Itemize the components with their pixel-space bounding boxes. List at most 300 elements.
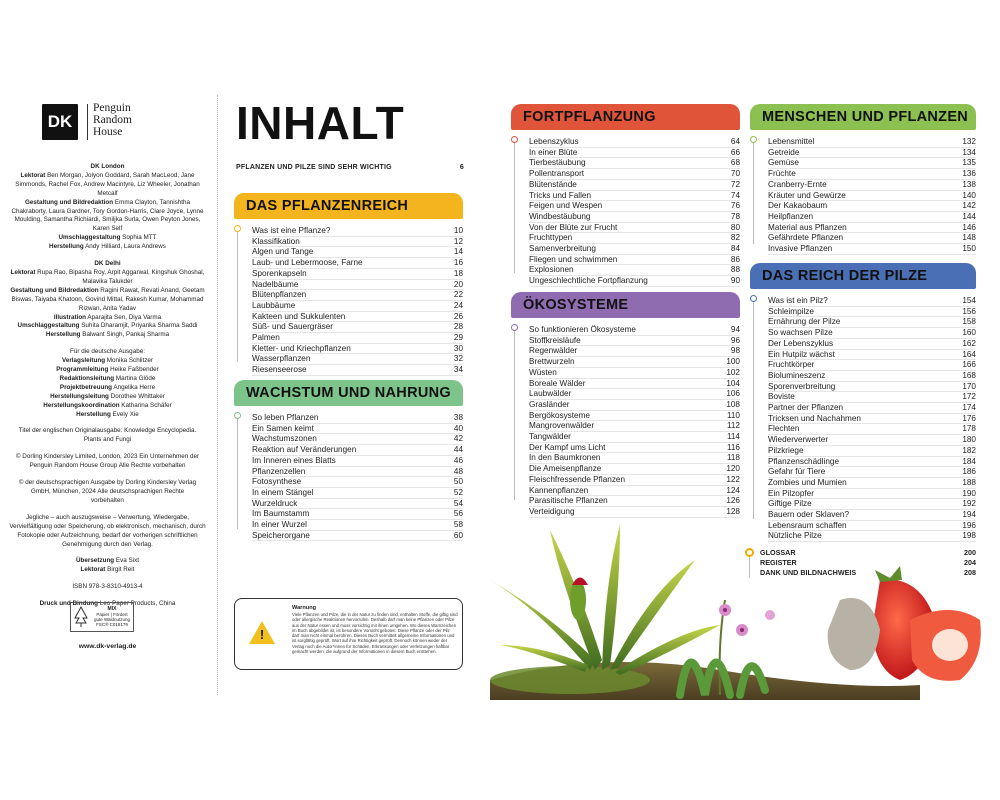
toc-entry-page: 104 [726, 378, 740, 388]
imprint-value: Martina Glöde [114, 374, 156, 382]
toc-entry[interactable] [768, 233, 976, 244]
toc-entry[interactable] [252, 354, 463, 365]
toc-entry-page: 90 [730, 276, 740, 286]
column-divider [217, 95, 218, 695]
toc-entry-label: Speicherorgane [252, 530, 310, 540]
toc-entry-page: 158 [962, 317, 976, 327]
toc-entry-label: Pflanzenzellen [252, 466, 306, 476]
section-list [252, 226, 463, 376]
toc-entry-label: Bergökosysteme [529, 410, 590, 420]
toc-entry[interactable] [768, 424, 976, 435]
toc-entry[interactable] [252, 424, 463, 435]
toc-entry[interactable] [768, 158, 976, 169]
toc-entry-page: 136 [962, 169, 976, 179]
toc-entry-label: Brettwurzeln [529, 357, 575, 367]
toc-entry[interactable] [529, 212, 740, 223]
toc-entry-page: 32 [453, 354, 463, 364]
toc-entry[interactable] [529, 233, 740, 244]
toc-entry-label: Cranberry-Ernte [768, 179, 827, 189]
section-dot [750, 295, 757, 302]
publisher-line: Random [93, 114, 132, 126]
toc-entry-page: 102 [726, 367, 740, 377]
toc-entry-page: 172 [962, 392, 976, 402]
warning-title: Warnung [292, 605, 317, 611]
toc-entry-label: Lebensraum schaffen [768, 520, 847, 530]
toc-entry[interactable] [252, 445, 463, 456]
imprint-delhi [0, 269, 215, 340]
toc-entry[interactable] [529, 346, 740, 357]
toc-entry-label: Ein Hutpilz wächst [768, 349, 835, 359]
toc-entry-label: Der Lebenszyklus [768, 338, 834, 348]
toc-entry-label: Material aus Pflanzen [768, 222, 847, 232]
toc-entry[interactable] [768, 328, 976, 339]
toc-entry-page: 148 [962, 233, 976, 243]
toc-entry-page: 42 [453, 434, 463, 444]
imprint-key: Lektorat [20, 171, 46, 179]
imprint-entry [0, 269, 215, 287]
toc-entry-label: Nützliche Pilze [768, 531, 822, 541]
toc-entry-page: 192 [962, 499, 976, 509]
toc-entry-page: 54 [453, 498, 463, 508]
section-list [529, 325, 740, 518]
toc-entry-page: 16 [453, 258, 463, 268]
toc-entry-label: Blütenstände [529, 179, 577, 189]
toc-entry-page: 178 [962, 424, 976, 434]
toc-entry[interactable] [252, 344, 463, 355]
section-header[interactable]: MENSCHEN UND PFLANZEN [750, 104, 976, 130]
toc-entry[interactable] [529, 443, 740, 454]
toc-entry-page: 38 [453, 413, 463, 422]
toc-entry-page: 110 [726, 410, 740, 420]
toc-entry-page: 48 [453, 466, 463, 476]
toc-entry-page: 106 [726, 389, 740, 399]
toc-entry[interactable] [252, 467, 463, 478]
toc-entry[interactable] [529, 137, 740, 148]
toc-entry[interactable] [529, 432, 740, 443]
toc-entry[interactable] [768, 446, 976, 457]
bromeliad-shape [490, 525, 720, 675]
toc-entry[interactable] [768, 467, 976, 478]
toc-entry[interactable] [529, 244, 740, 255]
toc-entry[interactable] [768, 478, 976, 489]
section-dot [511, 324, 518, 331]
toc-entry-label: Tierbestäubung [529, 158, 586, 168]
imprint-entry [0, 243, 215, 252]
section-header[interactable]: DAS PFLANZENREICH [234, 193, 463, 219]
toc-entry-label: Wurzeldruck [252, 498, 298, 508]
toc-entry-label: Parasitische Pflanzen [529, 496, 608, 506]
toc-entry[interactable] [252, 333, 463, 344]
toc-entry[interactable] [252, 520, 463, 531]
toc-entry[interactable] [529, 169, 740, 180]
toc-entry-page: 132 [962, 137, 976, 146]
toc-entry[interactable] [252, 301, 463, 312]
toc-entry-label: Süß- und Sauergräser [252, 322, 334, 332]
toc-entry[interactable] [252, 531, 463, 542]
toc-entry-label: Der Kakaobaum [768, 201, 828, 211]
imprint-value: Emma Clayton, Tannishtha Chakraborty, Laura Gardner, Tory Gordon-Harris, Clare Joyce, Lynne Moulding, Samantha Richiardi, Smiljka Surla, Owen Peyton Jones, Karen Self [11, 198, 204, 233]
toc-entry-label: In einer Wurzel [252, 520, 307, 530]
toc-entry[interactable] [529, 453, 740, 464]
toc-entry-page: 86 [730, 254, 740, 264]
toc-entry[interactable] [768, 212, 976, 223]
toc-entry-label: Schleimpilze [768, 306, 814, 316]
toc-entry-label: So funktionieren Ökosysteme [529, 325, 636, 334]
toc-entry-page: 166 [962, 360, 976, 370]
imprint-entry [0, 172, 215, 199]
toc-entry-label: Laub- und Lebermoose, Farne [252, 258, 363, 268]
imprint-entry [0, 384, 215, 393]
toc-entry[interactable] [768, 414, 976, 425]
imprint-rights: Jegliche – auch auszugsweise – Verwertung, Wiedergabe, Vervielfältigung oder Speicherung, ob elektronisch, mechanisch, durch Fotokopie oder Aufzeichnung, bedarf der vorherigen schriftlichen Genehmigung durch den Verlag. [9, 513, 206, 548]
toc-entry[interactable] [252, 312, 463, 323]
toc-entry[interactable] [768, 201, 976, 212]
toc-entry-label: REGISTER [760, 558, 797, 567]
toc-entry-page: 24 [453, 300, 463, 310]
toc-entry[interactable] [529, 191, 740, 202]
toc-entry-label: Regenwälder [529, 346, 578, 356]
imprint-key: Herstellung [45, 331, 81, 339]
section-list [768, 137, 976, 255]
section-dot [511, 136, 518, 143]
toc-entry[interactable] [529, 201, 740, 212]
toc-entry[interactable] [529, 389, 740, 400]
section-header[interactable]: ÖKOSYSTEME [511, 292, 740, 318]
toc-entry-page: 28 [453, 322, 463, 332]
imprint-key: Projektbetreuung [59, 383, 113, 391]
toc-entry-page: 64 [730, 137, 740, 146]
toc-entry[interactable] [768, 350, 976, 361]
imprint-london [0, 172, 215, 252]
toc-entry-page: 196 [962, 520, 976, 530]
toc-entry-page: 168 [962, 370, 976, 380]
toc-entry[interactable] [768, 403, 976, 414]
imprint-key: Übersetzung [76, 557, 115, 565]
toc-entry[interactable] [529, 158, 740, 169]
imprint-value: Monika Schlitzer [105, 357, 153, 365]
toc-entry-label: Ernährung der Pilze [768, 317, 841, 327]
toc-entry-label: Ein Pilzopfer [768, 488, 814, 498]
imprint-heading: DK London [90, 163, 125, 170]
imprint-value: Evely Xie [110, 410, 139, 418]
toc-entry[interactable] [529, 486, 740, 497]
imprint-german [0, 357, 215, 419]
section-header[interactable]: WACHSTUM UND NAHRUNG [234, 380, 463, 406]
toc-entry-page: 180 [962, 435, 976, 445]
toc-entry-label: Reaktion auf Veränderungen [252, 445, 357, 455]
imprint-value: Ben Morgan, Jolyon Goddard, Sarah MacLeod, Jane Simmonds, Rachel Fox, Andrew Macintyre, Liz Wheeler, Jonathan Metcalf [15, 171, 200, 197]
toc-entry[interactable] [529, 411, 740, 422]
toc-entry[interactable] [529, 421, 740, 432]
toc-entry-page: 70 [730, 169, 740, 179]
imprint-value: Andy Hilliard, Laura Andrews [83, 243, 166, 251]
toc-entry-label: Partner der Pflanzen [768, 403, 844, 413]
imprint-copyright-original: © Dorling Kindersley Limited, London, 2023 Ein Unternehmen der Penguin Random House Group Alle Rechte vorbehalten [15, 453, 200, 470]
toc-entry[interactable] [768, 392, 976, 403]
toc-entry-page: 58 [453, 520, 463, 530]
website-link[interactable]: www.dk-verlag.de [78, 643, 137, 650]
toc-entry-page: 74 [730, 190, 740, 200]
toc-entry-page: 124 [726, 485, 740, 495]
toc-entry[interactable] [252, 434, 463, 445]
imprint-entry [0, 411, 215, 420]
toc-entry-label: Kakteen und Sukkulenten [252, 311, 346, 321]
toc-entry-label: Fotosynthese [252, 477, 302, 487]
section-list [252, 413, 463, 541]
toc-entry-label: Laubbäume [252, 300, 296, 310]
toc-entry[interactable] [529, 325, 740, 336]
toc-entry-page: 29 [453, 333, 463, 343]
toc-entry-page: 118 [726, 453, 740, 463]
toc-entry-label: Wüsten [529, 367, 557, 377]
plants-illustration [480, 520, 985, 700]
section-dot [234, 225, 241, 232]
toc-entry-label: Palmen [252, 333, 280, 343]
fsc-line: gute Waldnutzung [93, 617, 131, 622]
toc-entry-page: 84 [730, 244, 740, 254]
toc-entry-label: Gefährdete Pflanzen [768, 233, 844, 243]
toc-entry-label: In den Baumkronen [529, 453, 601, 463]
imprint-copyright-german: © der deutschsprachigen Ausgabe by Dorling Kindersley Verlag GmbH, München, 2024 Alle deutschsprachigen Rechte vorbehalten [18, 479, 197, 504]
toc-entry-label: Riesenseerose [252, 365, 307, 375]
toc-entry[interactable] [529, 464, 740, 475]
imprint-entry [0, 314, 215, 323]
toc-entry-page: 198 [962, 531, 976, 541]
toc-entry[interactable] [252, 226, 463, 237]
toc-entry-label: Flechten [768, 424, 800, 434]
toc-entry[interactable] [768, 339, 976, 350]
imprint-key: Herstellung [49, 243, 84, 251]
section-line [753, 296, 754, 519]
toc-entry-page: 52 [453, 487, 463, 497]
toc-entry-page: 120 [726, 464, 740, 474]
toc-entry[interactable] [529, 368, 740, 379]
toc-entry[interactable] [252, 237, 463, 248]
section-header[interactable]: DAS REICH DER PILZE [750, 263, 976, 289]
toc-entry-label: Feigen und Wespen [529, 201, 603, 211]
strawberry-shape [828, 566, 981, 681]
section-header[interactable]: FORTPFLANZUNG [511, 104, 740, 130]
toc-entry[interactable] [529, 496, 740, 507]
toc-entry-page: 176 [962, 413, 976, 423]
imprint-entry [0, 375, 215, 384]
toc-entry-page: 14 [453, 247, 463, 257]
toc-entry[interactable] [529, 357, 740, 368]
imprint-key: Lektorat [80, 566, 106, 574]
toc-entry[interactable] [768, 489, 976, 500]
toc-entry-page: 50 [453, 477, 463, 487]
toc-entry[interactable] [252, 247, 463, 258]
toc-entry-page: 94 [730, 325, 740, 334]
toc-entry[interactable] [529, 400, 740, 411]
toc-entry-page: 100 [726, 357, 740, 367]
fsc-mix: MIX [107, 606, 117, 612]
logo-divider [87, 104, 88, 140]
toc-entry-label: Früchte [768, 169, 796, 179]
toc-entry[interactable] [529, 265, 740, 276]
toc-entry[interactable] [768, 137, 976, 148]
toc-entry-label: Im Baumstamm [252, 509, 310, 519]
toc-entry[interactable] [529, 379, 740, 390]
toc-entry[interactable] [252, 322, 463, 333]
toc-entry-label: Klassifikation [252, 236, 300, 246]
toc-entry-label: Pollentransport [529, 169, 585, 179]
fsc-label [70, 602, 134, 632]
toc-entry[interactable] [252, 488, 463, 499]
toc-entry[interactable] [252, 499, 463, 510]
imprint-key: Illustration [53, 313, 87, 321]
page-title: INHALT [236, 97, 405, 149]
toc-entry-label: Invasive Pflanzen [768, 244, 833, 254]
toc-entry-label: Bauern oder Sklaven? [768, 510, 850, 520]
toc-entry-page: 208 [964, 568, 976, 577]
imprint-credits [0, 163, 215, 609]
toc-entry-label: Ungeschlechtliche Fortpflanzung [529, 276, 648, 286]
toc-entry-page: 146 [962, 222, 976, 232]
toc-entry-label: Tangwälder [529, 432, 571, 442]
toc-entry-page: 26 [453, 311, 463, 321]
toc-entry-label: Explosionen [529, 265, 574, 275]
toc-entry-label: Kräuter und Gewürze [768, 190, 846, 200]
toc-entry-label: Heilpflanzen [768, 211, 814, 221]
toc-entry-page: 18 [453, 268, 463, 278]
toc-entry-label: Kannenpflanzen [529, 485, 589, 495]
imprint-key: Lektorat [10, 268, 36, 276]
toc-entry[interactable] [252, 290, 463, 301]
toc-entry[interactable] [768, 457, 976, 468]
section-line [753, 137, 754, 244]
toc-entry[interactable] [252, 456, 463, 467]
toc-entry[interactable] [768, 435, 976, 446]
imprint-key: Druck und Bindung [39, 600, 99, 608]
imprint-key: Gestaltung und Bildredaktion [10, 286, 99, 294]
toc-entry-label: Zombies und Mumien [768, 477, 847, 487]
publisher-line: House [93, 126, 123, 138]
toc-entry[interactable] [252, 477, 463, 488]
toc-entry[interactable] [768, 148, 976, 159]
toc-entry[interactable] [768, 169, 976, 180]
imprint-value: Birgit Reit [107, 566, 135, 574]
toc-entry-label: Die Ameisenpflanze [529, 464, 602, 474]
toc-entry[interactable] [768, 307, 976, 318]
toc-entry-label: Ein Samen keimt [252, 423, 314, 433]
toc-entry-page: 154 [962, 296, 976, 305]
toc-entry-page: 170 [962, 381, 976, 391]
toc-entry-page: 88 [730, 265, 740, 275]
toc-entry-page: 10 [453, 226, 463, 235]
toc-entry-label: Samenverbreitung [529, 244, 596, 254]
imprint-entry [0, 357, 215, 366]
toc-entry[interactable] [252, 365, 463, 376]
imprint-entry [0, 331, 215, 340]
imprint-value: Eva Sixt [115, 557, 139, 565]
toc-entry-page: 162 [962, 338, 976, 348]
toc-entry-label: Getreide [768, 147, 800, 157]
toc-entry-label: Algen und Tange [252, 247, 314, 257]
toc-entry[interactable] [529, 148, 740, 159]
toc-entry[interactable] [529, 255, 740, 266]
toc-entry-page: 68 [730, 158, 740, 168]
toc-entry[interactable] [529, 276, 740, 287]
imprint-value: Suhita Dharamjit, Priyanka Sharma Saddi [79, 322, 198, 330]
toc-entry-label: Lebenszyklus [529, 137, 579, 146]
toc-entry-page: 22 [453, 290, 463, 300]
toc-entry-label: Kletter- und Kriechpflanzen [252, 343, 351, 353]
toc-entry[interactable] [529, 180, 740, 191]
toc-entry-page: 200 [964, 548, 976, 557]
section-line [237, 226, 238, 362]
toc-entry-page: 156 [962, 306, 976, 316]
toc-entry[interactable] [768, 296, 976, 307]
toc-entry[interactable] [252, 280, 463, 291]
toc-entry-page: 160 [962, 328, 976, 338]
toc-entry[interactable] [252, 509, 463, 520]
toc-entry-label: Fruchttypen [529, 233, 573, 243]
section-line [514, 137, 515, 273]
toc-entry-page: 140 [962, 190, 976, 200]
toc-entry-label: So leben Pflanzen [252, 413, 319, 422]
toc-entry[interactable] [529, 475, 740, 486]
toc-entry[interactable] [768, 180, 976, 191]
toc-entry-page: 138 [962, 179, 976, 189]
imprint-heading: Für die deutsche Ausgabe: [70, 348, 145, 356]
toc-entry-page: 76 [730, 201, 740, 211]
toc-entry-label: So wachsen Pilze [768, 328, 833, 338]
toc-entry-label: Fleischfressende Pflanzen [529, 474, 626, 484]
toc-entry[interactable] [768, 191, 976, 202]
imprint-entry [0, 366, 215, 375]
toc-entry[interactable] [768, 382, 976, 393]
toc-entry-label: Fliegen und schwimmen [529, 254, 618, 264]
toc-entry[interactable] [768, 244, 976, 255]
imprint-key: Herstellung [76, 410, 111, 418]
toc-entry-label: Blütenpflanzen [252, 290, 307, 300]
toc-entry-page: 34 [453, 365, 463, 375]
toc-entry[interactable] [529, 507, 740, 518]
toc-entry-label: Tricksen und Nachahmen [768, 413, 861, 423]
toc-entry[interactable] [768, 499, 976, 510]
toc-entry[interactable] [768, 371, 976, 382]
toc-entry-label: Giftige Pilze [768, 499, 812, 509]
toc-entry[interactable] [529, 336, 740, 347]
toc-entry-label: Fruchtkörper [768, 360, 815, 370]
toc-entry[interactable] [529, 223, 740, 234]
toc-entry-label: Pflanzenschädlinge [768, 456, 840, 466]
toc-entry-page: 72 [730, 179, 740, 189]
toc-entry[interactable] [768, 360, 976, 371]
imprint-entry [0, 322, 215, 331]
toc-entry[interactable] [252, 413, 463, 424]
toc-entry[interactable] [252, 269, 463, 280]
imprint-heading: DK Delhi [94, 260, 121, 268]
toc-entry-label: Boreale Wälder [529, 378, 586, 388]
toc-entry-page: 204 [964, 558, 976, 567]
toc-entry-page: 174 [962, 403, 976, 413]
toc-entry[interactable] [252, 258, 463, 269]
toc-entry-label: Laubwälder [529, 389, 572, 399]
imprint-key: Herstellungskoordination [43, 401, 120, 409]
toc-entry-label: Sporenkapseln [252, 268, 307, 278]
toc-entry-page: 144 [962, 211, 976, 221]
toc-intro-entry[interactable] [236, 164, 464, 171]
toc-entry-page: 188 [962, 477, 976, 487]
toc-entry-label: Mangrovenwälder [529, 421, 595, 431]
imprint-value: Katharina Schäfer [119, 401, 172, 409]
toc-entry[interactable] [768, 223, 976, 234]
imprint-key: Verlagsleitung [62, 357, 106, 365]
toc-entry[interactable] [768, 317, 976, 328]
toc-entry-page: 30 [453, 343, 463, 353]
